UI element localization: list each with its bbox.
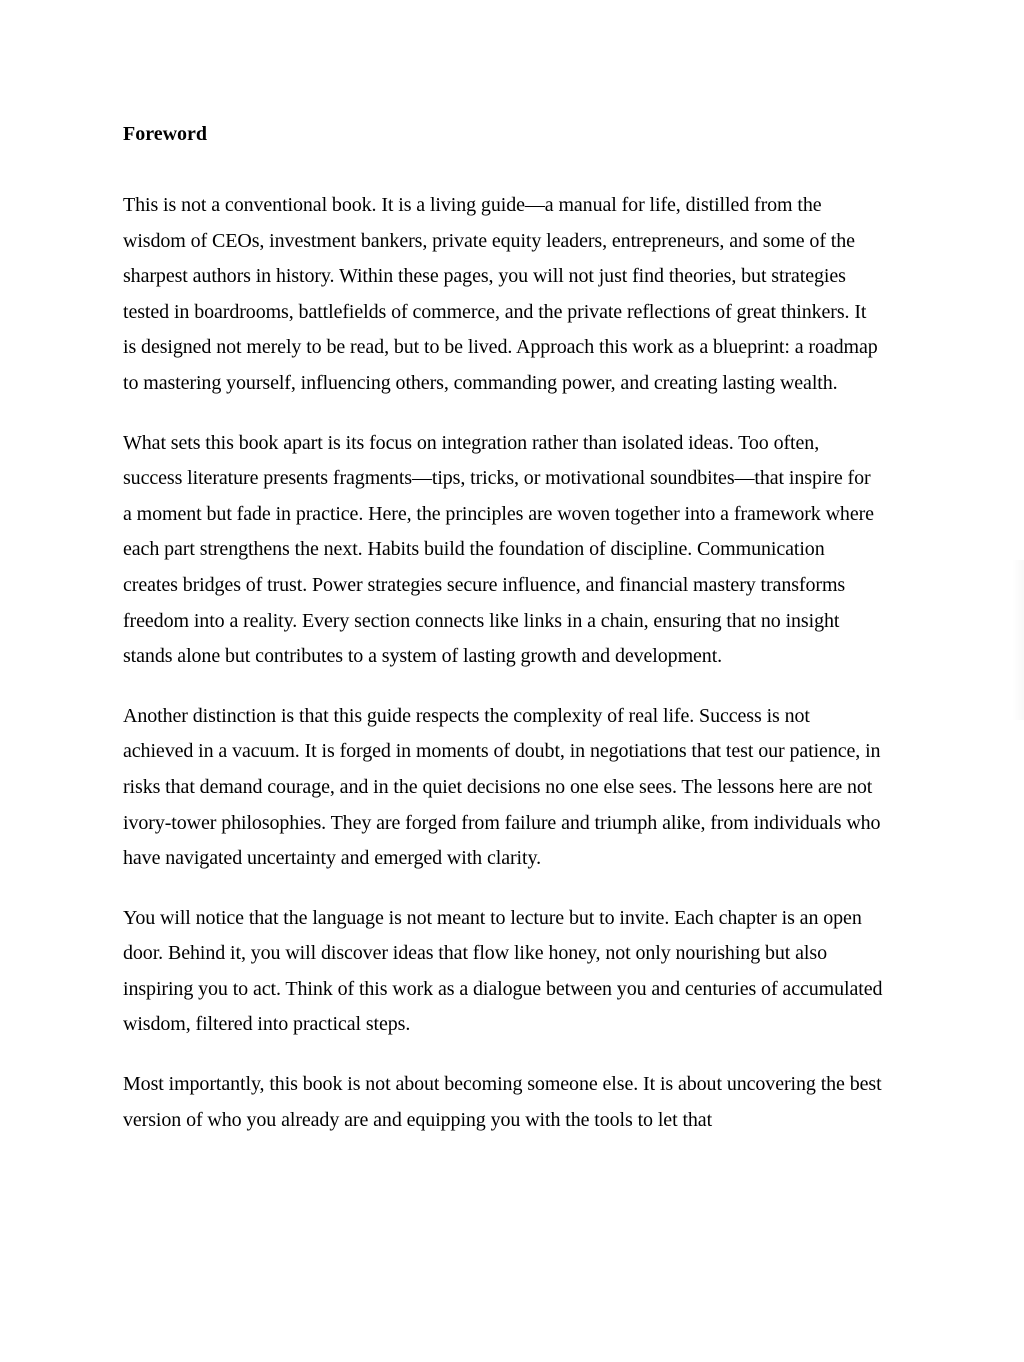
paragraph-2: What sets this book apart is its focus on integration rather than isolated ideas. Too often, success literature presents fragments—tips, tricks, or motivational soundbites—that inspire for a moment but fade in practice. Here, the principles are woven together into a framework where each part strengthens the next. Habits build the foundation of discipline. Communication creates bridges of trust. Power strategies secure influence, and financial mastery transforms freedom into a reality. Every section connects like links in a chain, ensuring that no insight stands alone but contributes to a system of lasting growth and development. <box>123 431 874 668</box>
paragraph-3: Another distinction is that this guide respects the complexity of real life. Success is not achieved in a vacuum. It is forged in moments of doubt, in negotiations that test our patience, in risks that demand courage, and in the quiet decisions no one else sees. The lessons here are not ivory-tower philosophies. They are forged from failure and triumph alike, from individuals who have navigated uncertainty and emerged with clarity. <box>123 704 881 870</box>
paragraph-4: You will notice that the language is not meant to lecture but to invite. Each chapter is an open door. Behind it, you will discover ideas that flow like honey, not only nourishing but also inspiring you to act. Think of this work as a dialogue between you and centuries of accumulated wisdom, filtered into practical steps. <box>123 906 883 1036</box>
paragraph-5: Most importantly, this book is not about becoming someone else. It is about uncovering the best version of who you already are and equipping you with the tools to let that <box>123 1073 882 1131</box>
page-edge-shadow <box>1012 560 1024 720</box>
section-heading: Foreword <box>123 123 208 145</box>
paragraph-1: This is not a conventional book. It is a living guide—a manual for life, distilled from the wisdom of CEOs, investment bankers, private equity leaders, entrepreneurs, and some of the sharpest authors in history. Within these pages, you will not just find theories, but strategies tested in boardrooms, battlefields of commerce, and the private reflections of great thinkers. It is designed not merely to be read, but to be lived. Approach this work as a blueprint: a roadmap to mastering yourself, influencing others, commanding power, and creating lasting wealth. <box>123 194 878 394</box>
page-content <box>123 118 883 1162</box>
